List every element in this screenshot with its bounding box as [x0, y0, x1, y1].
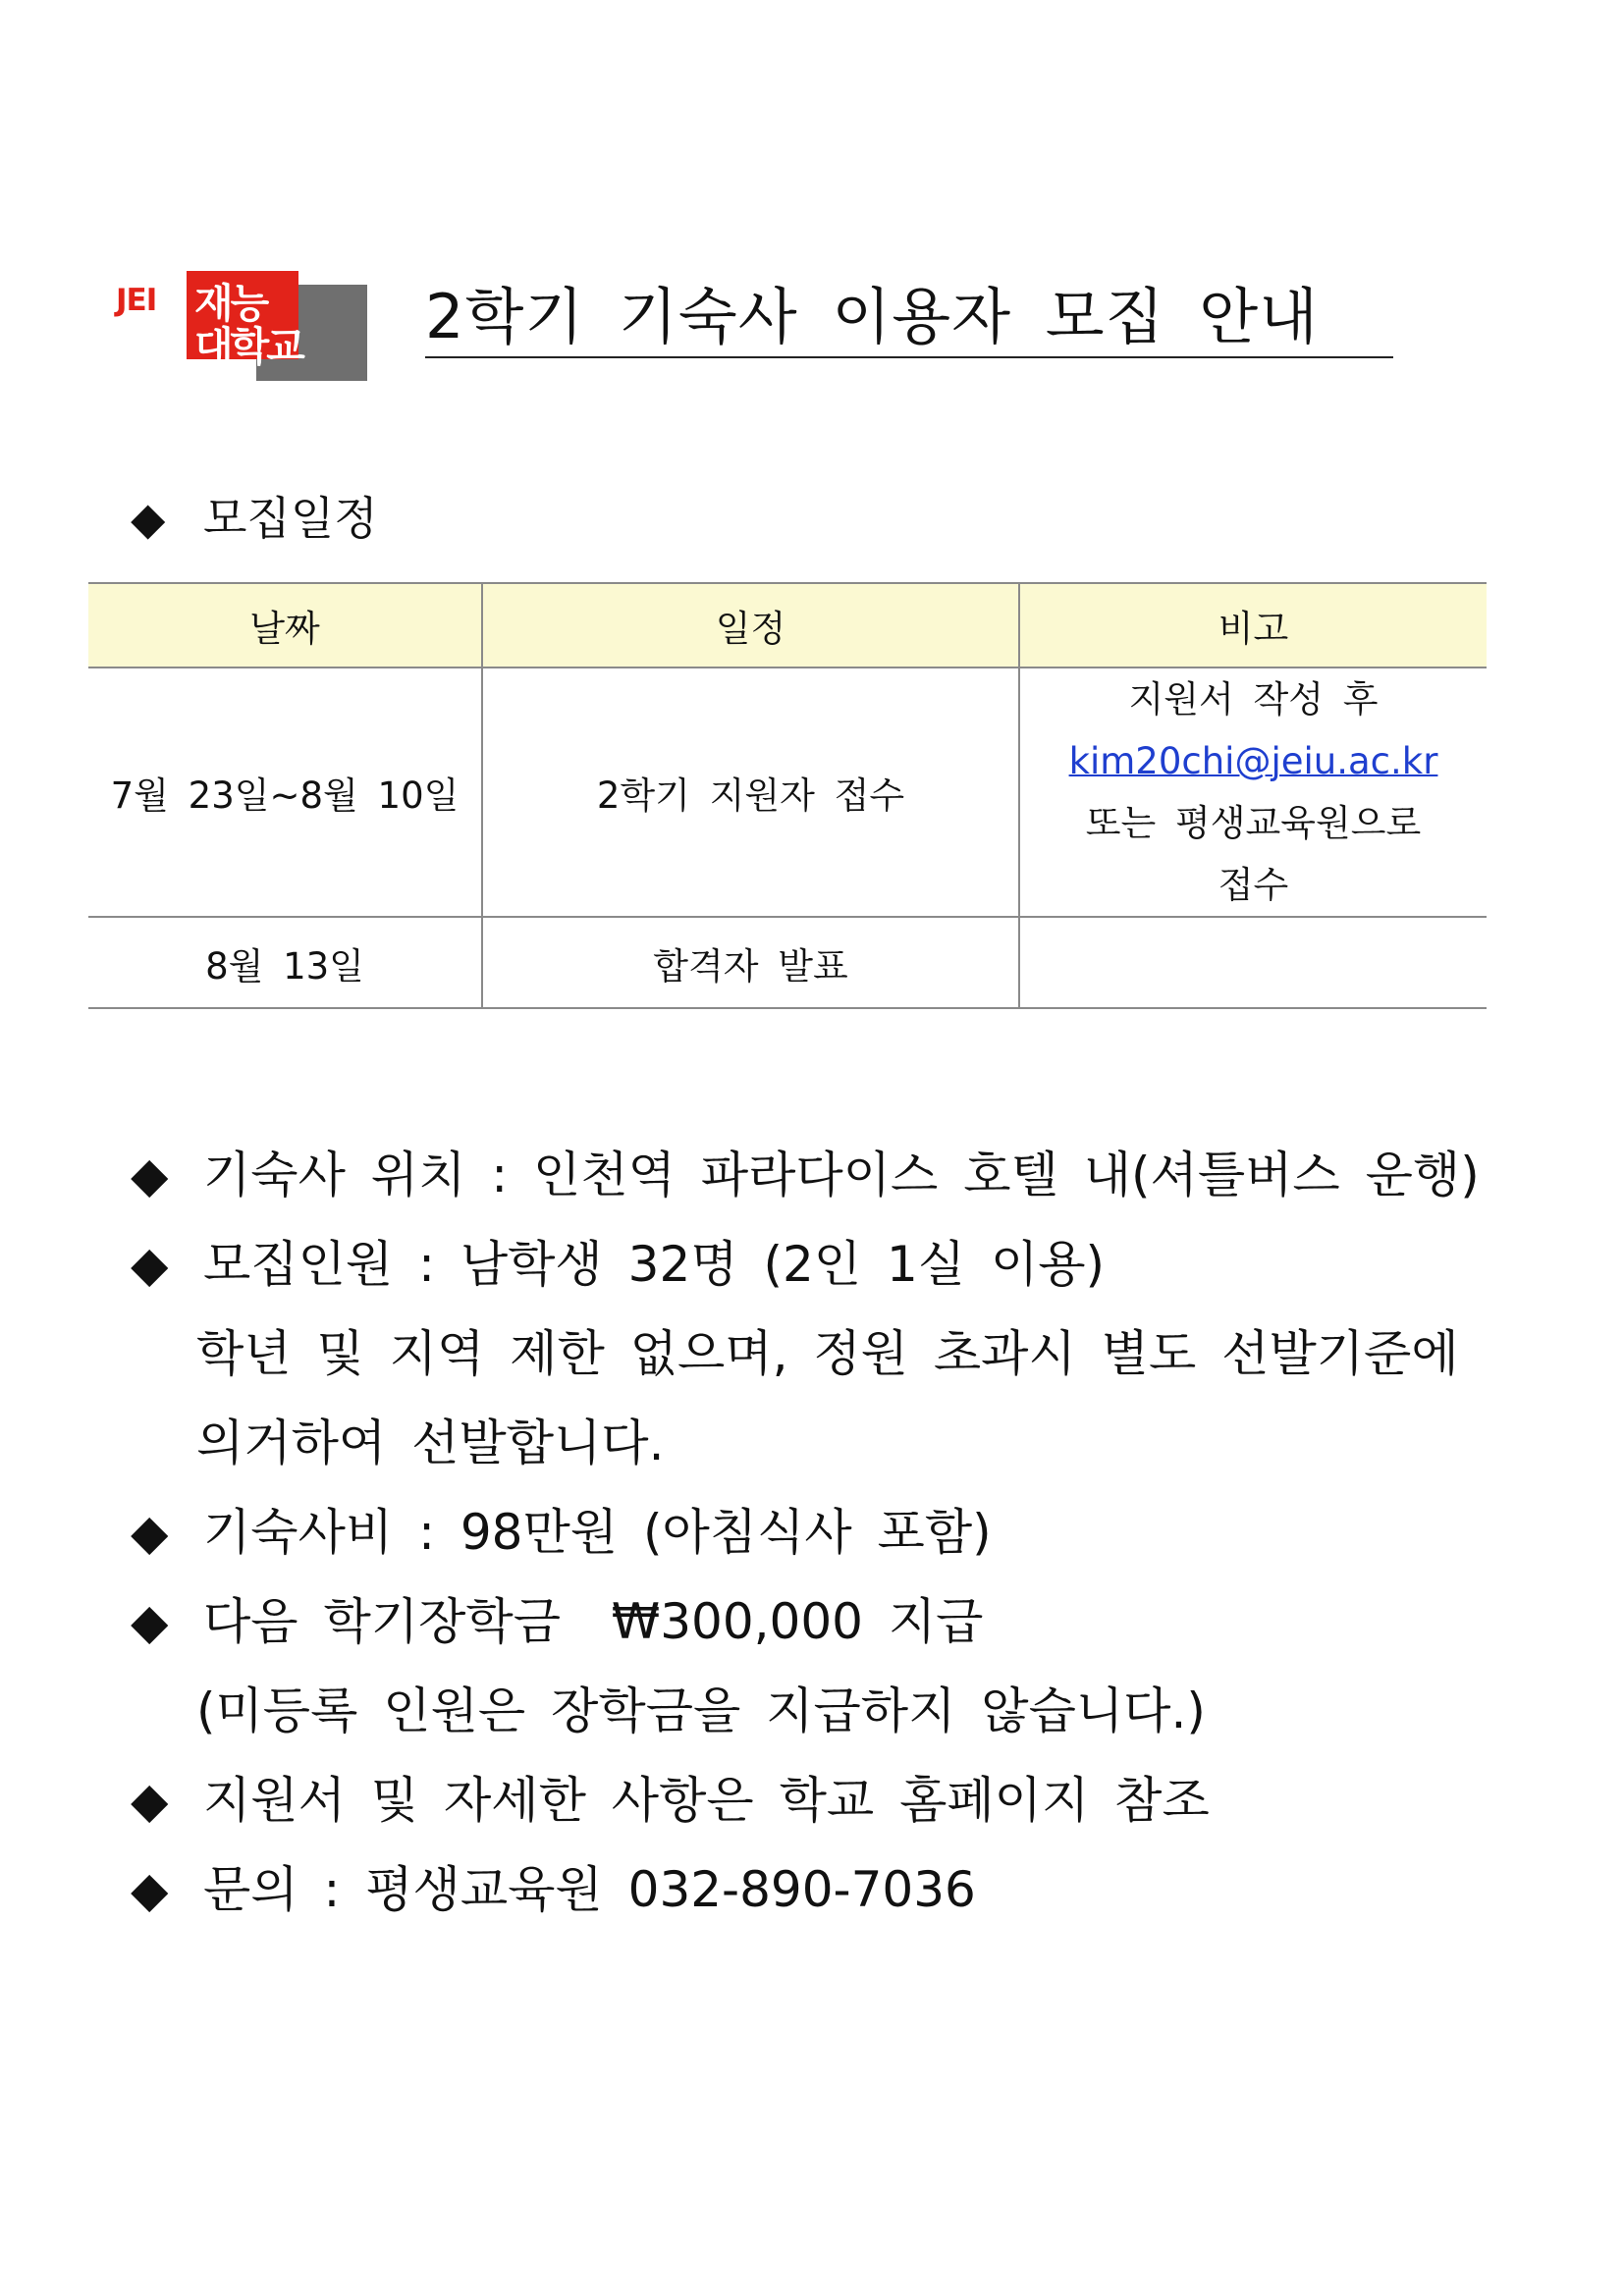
title-underline	[425, 356, 1393, 358]
event-cell: 합격자 발표	[482, 917, 1019, 1008]
note-line: 접수	[1218, 864, 1289, 906]
logo-line1: 재능	[194, 280, 267, 327]
event-cell: 2학기 지원자 접수	[482, 667, 1019, 917]
page-title: 2학기 기숙사 이용자 모집 안내	[425, 281, 1319, 352]
diamond-bullet-icon: ◆	[131, 492, 166, 545]
list-item	[131, 1756, 1480, 1845]
schedule-heading	[131, 492, 378, 545]
contact-text: 문의 : 평생교육원 032-890-7036	[203, 1861, 976, 1918]
diamond-bullet-icon: ◆	[131, 1772, 169, 1829]
table-row	[88, 917, 1487, 1008]
date-cell: 8월 13일	[88, 917, 482, 1008]
note-line: 또는 평생교육원으로	[1085, 802, 1422, 844]
table-row	[88, 667, 1487, 917]
jei-university-logo	[116, 271, 367, 381]
capacity-text: 모집인원 : 남학생 32명 (2인 1실 이용)	[203, 1236, 1106, 1293]
schedule-table	[88, 582, 1487, 1009]
note-line: 지원서 작성 후	[1128, 678, 1379, 721]
list-item	[131, 1220, 1480, 1309]
diamond-bullet-icon: ◆	[131, 1593, 169, 1650]
list-item	[131, 1131, 1480, 1220]
column-header-date: 날짜	[88, 583, 482, 667]
note-cell	[1019, 667, 1487, 917]
capacity-note-line: 의거하여 선발합니다.	[196, 1415, 665, 1471]
email-link[interactable]: kim20chi@jeiu.ac.kr	[1068, 740, 1438, 782]
reference-text: 지원서 및 자세한 사항은 학교 홈페이지 참조	[203, 1772, 1210, 1829]
info-list	[131, 1131, 1480, 1935]
scholarship-note-line: (미등록 인원은 장학금을 지급하지 않습니다.)	[196, 1682, 1206, 1739]
capacity-note-line: 학년 및 지역 제한 없으며, 정원 초과시 별도 선발기준에	[196, 1325, 1459, 1382]
diamond-bullet-icon: ◆	[131, 1504, 169, 1561]
list-item	[131, 1488, 1480, 1577]
column-header-event: 일정	[482, 583, 1019, 667]
diamond-bullet-icon: ◆	[131, 1236, 169, 1293]
list-item	[131, 1577, 1480, 1667]
logo-line2: 대학교	[194, 323, 302, 370]
diamond-bullet-icon: ◆	[131, 1861, 169, 1918]
list-item	[131, 1845, 1480, 1935]
diamond-bullet-icon: ◆	[131, 1147, 169, 1203]
schedule-heading-text: 모집일정	[203, 492, 378, 545]
table-header-row	[88, 583, 1487, 667]
note-cell	[1019, 917, 1487, 1008]
scholarship-text: 다음 학기장학금 ₩300,000 지급	[203, 1593, 984, 1650]
logo-jei-text: JEI	[116, 283, 157, 318]
fee-text: 기숙사비 : 98만원 (아침식사 포함)	[203, 1504, 992, 1561]
date-cell: 7월 23일~8월 10일	[88, 667, 482, 917]
column-header-note: 비고	[1019, 583, 1487, 667]
location-text: 기숙사 위치 : 인천역 파라다이스 호텔 내(셔틀버스 운행)	[203, 1147, 1480, 1203]
